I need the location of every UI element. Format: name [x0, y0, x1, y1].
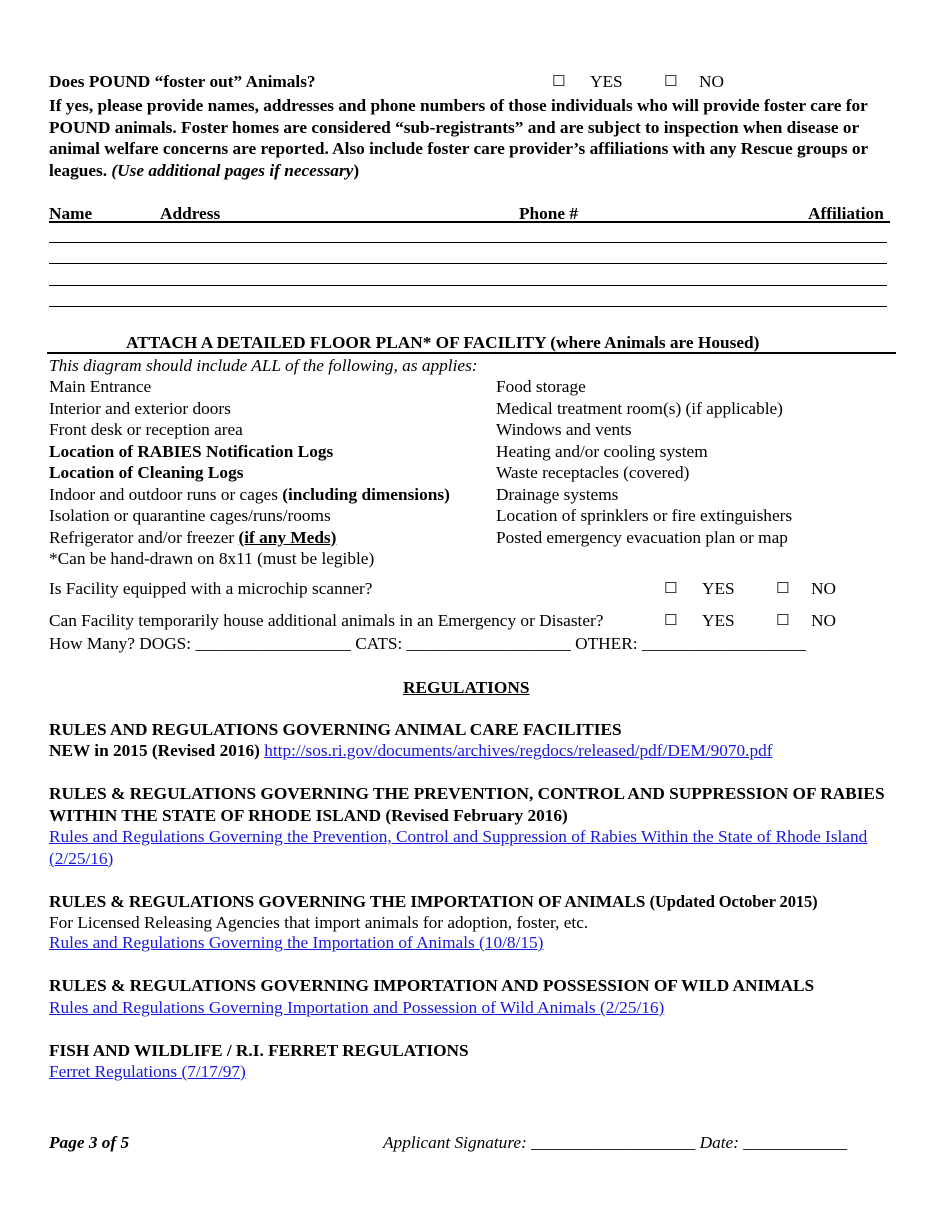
emergency-yes-label: YES [702, 611, 735, 630]
rabies-link[interactable]: Rules and Regulations Governing the Prevention, Control and Suppression of Rabies Within the State of Rhode Island (2/25/16) [49, 827, 868, 868]
rabies-link-wrap [49, 826, 894, 869]
emergency-question: Can Facility temporarily house additional animals in an Emergency or Disaster? [49, 611, 604, 630]
list-item: Drainage systems [496, 484, 619, 504]
regulations-heading: REGULATIONS [403, 678, 530, 697]
floor-plan-heading: ATTACH A DETAILED FLOOR PLAN* OF FACILITY (where Animals are Housed) [126, 333, 760, 352]
animal-care-line: NEW in 2015 (Revised 2016) http://sos.ri.gov/documents/archives/regdocs/released/pdf/DEM/9070.pdf [49, 741, 773, 760]
rabies-title: RULES & REGULATIONS GOVERNING THE PREVENTION, CONTROL AND SUPPRESSION OF RABIES WITHIN THE STATE OF RHODE ISLAND (Revised February 2016) [49, 784, 885, 825]
wild-animals-link[interactable]: Rules and Regulations Governing Importation and Possession of Wild Animals (2/25/16) [49, 998, 665, 1017]
wild-animals-link-wrap [49, 997, 664, 1019]
microchip-yes-label: YES [702, 579, 735, 598]
floor-plan-right-list [496, 376, 792, 548]
emergency-no-checkbox[interactable]: ☐ [776, 611, 790, 629]
foster-question: Does POUND “foster out” Animals? [49, 72, 316, 91]
list-item: Indoor and outdoor runs or cages (including dimensions) [49, 484, 450, 504]
column-name-header: Name [49, 204, 93, 223]
signature-date-fields[interactable]: Applicant Signature: ___________________ Date: ____________ [383, 1133, 847, 1152]
ferret-link[interactable]: Ferret Regulations (7/17/97) [49, 1062, 246, 1081]
importation-note: For Licensed Releasing Agencies that import animals for adoption, foster, etc. [49, 913, 589, 932]
foster-no-label: NO [699, 72, 724, 91]
animal-care-link[interactable]: http://sos.ri.gov/documents/archives/regdocs/released/pdf/DEM/9070.pdf [264, 741, 773, 760]
microchip-question: Is Facility equipped with a microchip scanner? [49, 579, 373, 598]
foster-entry-line-1[interactable] [49, 242, 887, 243]
ferret-title: FISH AND WILDLIFE / R.I. FERRET REGULATIONS [49, 1041, 469, 1060]
floor-plan-intro: This diagram should include ALL of the following, as applies: [49, 356, 478, 375]
list-item: Interior and exterior doors [49, 398, 231, 418]
emergency-yes-checkbox[interactable]: ☐ [664, 611, 678, 629]
list-item: Location of RABIES Notification Logs [49, 441, 334, 461]
importation-link[interactable]: Rules and Regulations Governing the Importation of Animals (10/8/15) [49, 933, 544, 952]
animal-care-title: RULES AND REGULATIONS GOVERNING ANIMAL CARE FACILITIES [49, 720, 622, 739]
importation-link-wrap [49, 932, 543, 954]
column-phone-header: Phone # [519, 204, 579, 223]
list-item: Front desk or reception area [49, 420, 243, 439]
microchip-no-label: NO [811, 579, 836, 598]
list-item: Location of Cleaning Logs [49, 463, 244, 482]
foster-instructions: If yes, please provide names, addresses and phone numbers of those individuals who will provide foster care for POUND animals. Foster homes are considered “sub-registrants” and are subject to inspection when disease or animal welfare concerns are reported. Also include foster care provider’s affiliations with any Rescue groups or leagues. (Use additional pages if necessary) [49, 96, 868, 180]
list-item: Heating and/or cooling system [496, 441, 708, 461]
importation-title: RULES & REGULATIONS GOVERNING THE IMPORTATION OF ANIMALS (Updated October 2015) [49, 892, 818, 911]
floor-plan-left-list [49, 376, 450, 570]
list-item: Food storage [496, 377, 586, 396]
foster-no-checkbox[interactable]: ☐ [664, 72, 678, 90]
microchip-no-checkbox[interactable]: ☐ [776, 579, 790, 597]
ferret-link-wrap [49, 1061, 246, 1083]
list-item: Posted emergency evacuation plan or map [496, 527, 788, 547]
list-item: Windows and vents [496, 420, 632, 439]
list-item: Waste receptacles (covered) [496, 463, 690, 482]
foster-yes-checkbox[interactable]: ☐ [552, 72, 566, 90]
column-address-header: Address [160, 204, 221, 223]
foster-entry-line-2[interactable] [49, 263, 887, 264]
floor-plan-footnote: *Can be hand-drawn on 8x11 (must be legible) [49, 549, 375, 568]
foster-yes-label: YES [590, 72, 623, 91]
foster-entry-line-3[interactable] [49, 285, 887, 286]
emergency-no-label: NO [811, 611, 836, 630]
foster-entry-line-4[interactable] [49, 306, 887, 307]
list-item: Location of sprinklers or fire extinguishers [496, 506, 793, 525]
list-item: Refrigerator and/or freezer (if any Meds) [49, 527, 337, 547]
table-header-rule [49, 221, 890, 223]
wild-animals-title: RULES & REGULATIONS GOVERNING IMPORTATION AND POSSESSION OF WILD ANIMALS [49, 976, 815, 995]
list-item: Main Entrance [49, 377, 152, 396]
page-number: Page 3 of 5 [49, 1133, 130, 1152]
floor-plan-rule [47, 352, 896, 354]
column-affiliation-header: Affiliation [808, 204, 884, 223]
how-many-fields[interactable]: How Many? DOGS: __________________ CATS: ___________________ OTHER: ___________________ [49, 634, 807, 653]
microchip-yes-checkbox[interactable]: ☐ [664, 579, 678, 597]
list-item: Isolation or quarantine cages/runs/rooms [49, 506, 331, 525]
list-item: Medical treatment room(s) (if applicable) [496, 398, 783, 418]
